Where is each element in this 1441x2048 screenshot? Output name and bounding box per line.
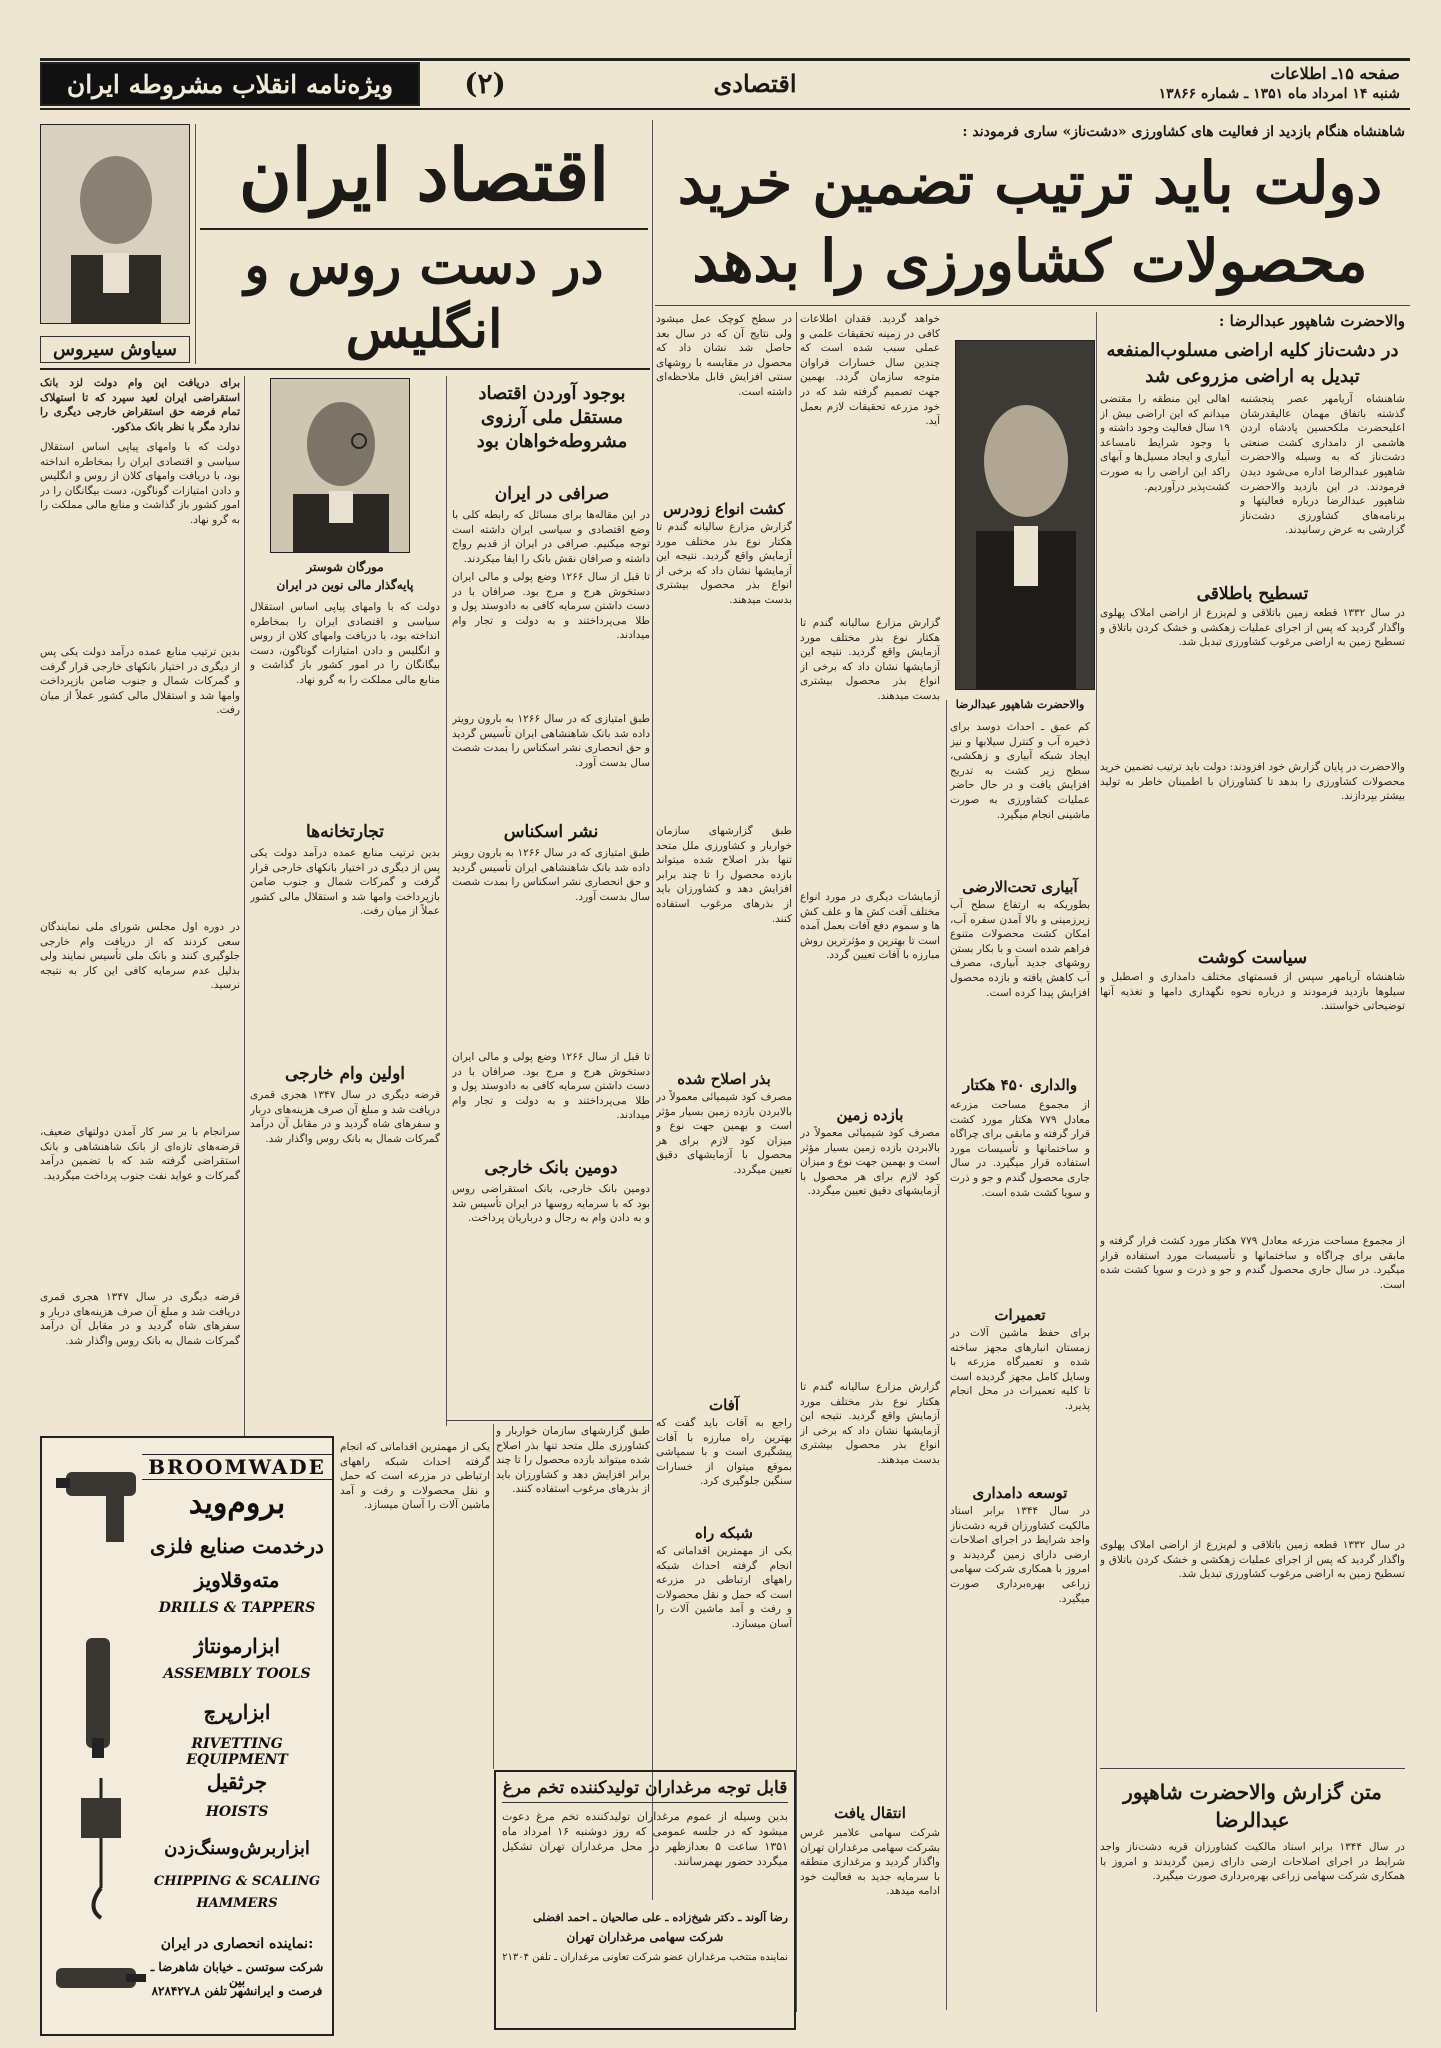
section-name: اقتصادی bbox=[713, 69, 797, 98]
poultry-ad-company: شرکت سهامی مرغداران تهران bbox=[566, 1930, 724, 1944]
poultry-ad-title: قابل توجه مرغداران تولیدکننده تخم مرغ bbox=[502, 1778, 788, 1803]
center-col-b-6: یکی از مهمترین اقداماتی که انجام گرفته احداث شبکه راههای ارتباطی در مزرعه است که حمل و نقل محصولات و رفت و آمد ماشین آلات را آسان میسازد. bbox=[656, 1545, 792, 1630]
column2-text-1: دولت که با وامهای پیاپی اساس استقلال سیاسی و اقتصادی ایران را بمخاطره انداخته بود، با دریافت وامهای کلان از روس و انگلیس و دادن امتیازات گوناگون، دست بیگانگان را در امور کشور باز گذاشت و منابع مالی مملکت را به گرو نهاد. bbox=[250, 601, 440, 686]
center-col-a-5: گزارش مزارع سالیانه گندم تا هکتار نوع بذر مختلف مورد آزمایش واقع گردید. نتیجه این آزمایشها نشان داد که برخی از انواع بذر محصول بیشتری بدست میدهند. bbox=[800, 1381, 940, 1466]
center-block-rule bbox=[446, 1420, 652, 1421]
shuster-caption-name: مورگان شوستر bbox=[306, 560, 384, 574]
sub-exchange: صرافی در ایران bbox=[494, 484, 610, 504]
poultry-ad-footer: نماینده منتخب مرغداران عضو شرکت تعاونی مرغداران ـ تلفن ۲۱۳۰۴ bbox=[502, 1952, 788, 1963]
center-col-a-2: گزارش مزارع سالیانه گندم تا هکتار نوع بذر مختلف مورد آزمایش واقع گردید. نتیجه این آزمایشها نشان داد که برخی از انواع بذر محصول بیشتری بدست میدهند. bbox=[800, 617, 940, 702]
author-name: سیاوش سیروس bbox=[40, 336, 190, 363]
broomwade-line1-en: DRILLS & TAPPERS bbox=[158, 1600, 316, 1616]
right-body-7: برای حفظ ماشین آلات در زمستان انبارهای مجهز ساخته شده و تعمیرگاه مزرعه با وسایل کامل مجهز گردیده است تا کلیه تعمیرات در محل انجام پذیرد. bbox=[950, 1327, 1090, 1412]
mid-lower-text-1: طبق گزارشهای سازمان خواربار و کشاورزی ملل متحد تنها بذر اصلاح شده میتواند بازده محصول را تا چند برابر افزایش دهد و کشاورزان باید از بذرهای مرغوب استفاده کنند. bbox=[496, 1425, 650, 1496]
left-col-divider-1 bbox=[195, 124, 196, 364]
right-byline: والاحضرت شاهپور عبدالرضا : bbox=[1218, 312, 1405, 330]
center-sub-pests: آفات bbox=[708, 1396, 740, 1414]
hoist-icon bbox=[56, 1778, 146, 1928]
shuster-portrait-icon bbox=[271, 379, 410, 553]
broomwade-address-2: فرصت و ایرانشهر تلفن ۸ـ۸۲۸۴۲۷ bbox=[151, 1984, 323, 1998]
right-report-title: متن گزارش والاحضرت شاهپور عبدالرضا bbox=[1123, 1780, 1382, 1832]
right-body-3: در سال ۱۳۳۲ قطعه زمین باتلاقی و لم‌یزرع از اراضی املاک پهلوی واگذار گردید که پس از اجرای عملیات زهکشی و خشک کردن باتلاق و تسطیح زمین به اراضی مرغوب کشاورزی تبدیل شد. bbox=[1100, 607, 1405, 649]
center-divider bbox=[652, 120, 653, 1900]
author-portrait-icon bbox=[41, 125, 190, 324]
center-col-b-3: طبق گزارشهای سازمان خواربار و کشاورزی ملل متحد تنها بذر اصلاح شده میتواند بازده محصول را تا چند برابر افزایش دهد و کشاورزان باید از بذرهای مرغوب استفاده کنند. bbox=[656, 825, 792, 925]
right-subhead-2: تبدیل به اراضی مزروعی شد bbox=[1145, 366, 1360, 387]
broomwade-brand-fa: بروم‌وید bbox=[188, 1486, 286, 1521]
page-label: صفحه ۱۵ـ اطلاعات bbox=[1270, 64, 1400, 83]
center-sub-early-crops: کشت انواع زودرس bbox=[663, 500, 785, 518]
broomwade-line5: ابزاربرش‌وسنگ‌زدن bbox=[164, 1838, 310, 1859]
shuster-caption-title: پایه‌گذار مالی نوین در ایران bbox=[276, 578, 414, 592]
center-sub-seed: بذر اصلاح شده bbox=[677, 1070, 771, 1088]
right-col-text-3: از مجموع مساحت مزرعه معادل ۷۷۹ هکتار مورد کشت قرار گرفته و مابقی برای چراگاه و ساختمانها و تأسیسات مورد استفاده قرار میگیرد. در سال جاری محصول گندم و جو و ذرت و سویا کشت شده است. bbox=[1100, 1235, 1405, 1291]
left-headline-1: اقتصاد ایران bbox=[238, 132, 610, 217]
rivet-tool-icon bbox=[56, 1638, 146, 1758]
column3-text-5: تا قبل از سال ۱۲۶۶ وضع پولی و مالی ایران دستخوش هرج و مرج بود. صرافان با در دست داشتن سرمایه کافی به دادوستد پول و طلا می‌پرداختند و به دولت و تجار وام میدادند. bbox=[452, 1051, 650, 1122]
right-article-kicker: شاهنشاه هنگام بازدید از فعالیت های کشاورزی «دشت‌ناز» ساری فرمودند : bbox=[962, 124, 1405, 140]
broomwade-line4: جرثقیل bbox=[206, 1770, 268, 1794]
center-sub-soil: بازده زمین bbox=[836, 1106, 904, 1124]
issue-number: (۲) bbox=[464, 67, 506, 100]
column3-text-2: تا قبل از سال ۱۲۶۶ وضع پولی و مالی ایران دستخوش هرج و مرج بود. صرافان با در دست داشتن سرمایه کافی به دادوستد پول و طلا می‌پرداختند و به دولت و تجار وام میدادند. bbox=[452, 571, 650, 642]
right-section-policy: سیاست کوشت bbox=[1197, 948, 1308, 968]
special-issue-banner bbox=[40, 62, 420, 106]
broomwade-line1: مته‌وقلاویز bbox=[194, 1568, 280, 1592]
right-bottom-rule bbox=[1100, 1768, 1405, 1769]
chipping-hammer-icon bbox=[56, 1938, 146, 2028]
center-col-a-4: مصرف کود شیمیائی معمولاً در بالابردن بازده زمین بسیار مؤثر است و بهمین جهت نوع و میزان کود لازم برای هر محصول با آزمایشهای دقیق تعیین میگردد. bbox=[800, 1127, 940, 1198]
abdolreza-caption: والاحضرت شاهپور عبدالرضا bbox=[955, 698, 1085, 711]
broomwade-line2: ابزارمونتاژ bbox=[194, 1634, 280, 1658]
special-issue-label: ویژه‌نامه انقلاب مشروطه ایران bbox=[66, 69, 394, 99]
center-sub-transferred: انتقال یافت bbox=[834, 1804, 906, 1822]
sub-trade-houses: تجارتخانه‌ها bbox=[306, 822, 384, 842]
right-section-subsurface: آبیاری تحت‌الارضی bbox=[962, 878, 1078, 896]
broomwade-ad bbox=[40, 1436, 334, 2036]
right-col-divider-2 bbox=[946, 700, 947, 2010]
right-headline-rule bbox=[655, 305, 1410, 306]
broomwade-line2-en: ASSEMBLY TOOLS bbox=[163, 1666, 311, 1682]
left-intro-text: برای دریافت این وام دولت لزد بانک استقراضی ایران لعید سپرد که تا استهلاک تمام فرضه حق استقراض خارجی دیگری را ندارد مگر با نظر بانک مذکور. bbox=[40, 377, 240, 433]
column2-text-3: قرضه دیگری در سال ۱۳۴۷ هجری قمری دریافت شد و مبلغ آن صرف هزینه‌های دربار و سفرهای شاه گردید و در مقابل آن درآمد گمرکات شمال به بانک روس واگذار شد. bbox=[250, 1089, 440, 1145]
left-body-d: سرانجام با بر سر کار آمدن دولتهای ضعیف، قرضه‌های تازه‌ای از بانک شاهنشاهی و بانک استقراضی گرفته شد که با تضمین درآمد گمرکات و عواید نفت جنوب پرداخت میگردید. bbox=[40, 1126, 240, 1182]
left-body-e: قرضه دیگری در سال ۱۳۴۷ هجری قمری دریافت شد و مبلغ آن صرف هزینه‌های دربار و سفرهای شاه گردید و در مقابل آن درآمد گمرکات شمال به بانک روس واگذار شد. bbox=[40, 1291, 240, 1347]
right-body-5: بطوریکه به ارتفاع سطح آب زیرزمینی و بالا آمدن سفره آب، امکان کشت محصولات متنوع فراهم شده است و با بکار بستن روشهای جدید آبیاری، مصرف آب کاهش یافته و بازده محصول افزایش پیدا کرده است. bbox=[950, 899, 1090, 999]
poultry-ad bbox=[494, 1770, 796, 2030]
abdolreza-photo bbox=[955, 340, 1095, 690]
column3-text-4: طبق امتیازی که در سال ۱۲۶۶ به بارون رویتر داده شد بانک شاهنشاهی ایران تأسیس گردید و حق انحصاری نشر اسکناس را بمدت شصت سال بدست آورد. bbox=[452, 847, 650, 903]
broomwade-line5-en: CHIPPING & SCALING bbox=[153, 1874, 321, 1889]
right-col-text-4: در سال ۱۳۳۲ قطعه زمین باتلاقی و لم‌یزرع از اراضی املاک پهلوی واگذار گردید که پس از اجرای عملیات زهکشی و خشک کردن باتلاق و تسطیح زمین به اراضی مرغوب کشاورزی تبدیل شد. bbox=[1100, 1539, 1405, 1581]
broomwade-line4-en: HOISTS bbox=[205, 1804, 269, 1820]
left-header-bottom-rule bbox=[40, 368, 650, 370]
poultry-ad-text: بدین وسیله از عموم مرغداران تولیدکننده تخم مرغ دعوت میشود که در جلسه عمومی که روز دوشنبه ۱۶ امرداد ماه ۱۳۵۱ ساعت ۵ بعدازظهر در محل مرغداران تهران تشکیل میگردد حضور بهمرسانند. bbox=[502, 1810, 788, 1868]
left-headline-rule bbox=[200, 228, 648, 230]
right-section-swamp: تسطیح باطلاقی bbox=[1196, 584, 1309, 604]
sub-second-bank: دومین بانک خارجی bbox=[484, 1158, 618, 1178]
broomwade-line3-en: RIVETTING EQUIPMENT bbox=[186, 1736, 288, 1768]
left-col-divider-3 bbox=[446, 376, 447, 1426]
mid-lower-text-2: یکی از مهمترین اقداماتی که انجام گرفته احداث شبکه راههای ارتباطی در مزرعه است که حمل و نقل محصولات و رفت و آمد ماشین آلات را آسان میسازد. bbox=[340, 1441, 490, 1512]
center-col-a-6: شرکت سهامی علامیر غرس بشرکت سهامی مرغداران تهران واگذار گردید و مرغداری منطقه با سرمایه جدید به فعالیت خود ادامه میدهد. bbox=[800, 1827, 940, 1898]
column3-text-1: در این مقاله‌ها برای مسائل که رابطه کلی با وضع اقتصادی و سیاسی ایران داشته است توجه میکنیم. صرافی در ایران از قدیم رواج داشته و صرافان نقش بانک را ایفا میکردند. bbox=[452, 509, 650, 565]
right-body-2: اهالی این منطقه را مقتضی میدانم که این اراضی بیش از ۱۹ سال فعالیت وجود داشته و با وجود شرایط نامساعد آبیاری و ایجاد مسیل‌ها و آبهای راکد این اراضی را به صورت کشت‌پذیر درآوردیم. bbox=[1100, 393, 1230, 493]
center-col-b-5: راجع به آفات باید گفت که بهترین راه مبارزه با آفات پیشگیری است و با سمپاشی بموقع میتوان از خسارات سنگین جلوگیری کرد. bbox=[656, 1417, 792, 1488]
shuster-photo bbox=[270, 378, 410, 553]
right-section-450ha: والداری ۴۵۰ هکتار bbox=[962, 1076, 1078, 1094]
broomwade-address: شرکت سوتسن ـ خیابان شاهرضا ـ بین bbox=[150, 1960, 324, 1988]
right-col-divider-1 bbox=[1096, 312, 1097, 2012]
left-body-b: بدین ترتیب منابع عمده درآمد دولت یکی پس از دیگری در اختیار بانکهای خارجی قرار گرفت و گمرکات شمال و جنوب ضامن بازپرداخت وامها شد و استقلال مالی کشور عملاً از میان رفت. bbox=[40, 646, 240, 717]
center-col-divider-1 bbox=[796, 312, 797, 2012]
center-col-b-4: مصرف کود شیمیائی معمولاً در بالابردن بازده زمین بسیار مؤثر است و بهمین جهت نوع و میزان کود لازم برای هر محصول با آزمایشهای دقیق تعیین میگردد. bbox=[656, 1091, 792, 1176]
right-col-text-2: شاهنشاه آریامهر سپس از قسمتهای مختلف دامداری و اصطبل و سیلوها بازدید فرمودند و درباره نحوه نگهداری دامها و تغذیه آنها توضیحاتی خواستند. bbox=[1100, 971, 1405, 1013]
broomwade-tagline: درخدمت صنایع فلزی bbox=[150, 1534, 324, 1558]
center-col-b-1: در سطح کوچک عمل میشود ولی نتایج آن که در سال بعد حاصل شد نشان داد که محصول در مقایسه با روشهای سنتی افزایش قابل ملاحظه‌ای داشته است. bbox=[656, 313, 792, 398]
left-body-c: در دوره اول مجلس شورای ملی نمایندگان سعی کردند که از دریافت وام خارجی جلوگیری کنند و بانک ملی تأسیس نمایند ولی بدلیل عدم سرمایه کافی این کار به نتیجه نرسید. bbox=[40, 921, 240, 992]
center-col-b-2: گزارش مزارع سالیانه گندم تا هکتار نوع بذر مختلف مورد آزمایش واقع گردید. نتیجه این آزمایشها نشان داد که برخی از انواع بذر محصول بیشتری بدست میدهند. bbox=[656, 521, 792, 606]
column3-text-3: طبق امتیازی که در سال ۱۲۶۶ به بارون رویتر داده شد بانک شاهنشاهی ایران تأسیس گردید و حق انحصاری نشر اسکناس را بمدت شصت سال بدست آورد. bbox=[452, 713, 650, 769]
broomwade-agent: نماینده انحصاری در ایران: bbox=[160, 1936, 314, 1952]
sub-first-loan: اولین وام خارجی bbox=[284, 1064, 406, 1084]
mid-lower-divider bbox=[493, 1424, 494, 1769]
right-section-repairs: تعمیرات bbox=[994, 1306, 1046, 1324]
center-col-a-1: خواهد گردید. فقدان اطلاعات کافی در زمینه تحقیقات علمی و عملی سبب شده است که چندین سال خسارات فراوان متوجه سازمان گردد. بهمین جهت تصمیم گرفته شد که در خود مزرعه تحقیقات لازم بعمل آید. bbox=[800, 313, 940, 428]
column3-text-6: دومین بانک خارجی، بانک استقراضی روس بود که با سرمایه روسها در ایران تأسیس شد و به دادن وام به رجال و درباریان پرداخت. bbox=[452, 1183, 650, 1225]
sub-independent-economy: بوجود آوردن اقتصاد مستقل ملی آرزوی مشروطه‌خواهان بود bbox=[476, 383, 628, 452]
abdolreza-portrait-icon bbox=[956, 341, 1095, 690]
center-sub-roads: شبکه راه bbox=[695, 1524, 753, 1542]
right-body-8: در سال ۱۳۴۴ برابر اسناد مالکیت کشاورزان قریه دشت‌ناز واجد شرایط در اجرای اصلاحات ارضی دارای زمین گردیدند و امروز با همکاری شرکت سهامی زراعی بهره‌برداری صورت میگیرد. bbox=[950, 1505, 1090, 1605]
right-body-1: شاهنشاه آریامهر عصر پنجشنبه گذشته باتفاق مهمان عالیقدرشان اعلیحضرت ملکحسین پادشاه اردن هاشمی از دامداری کشت صنعتی دشت‌ناز که به وسیله والاحضرت شاهپور عبدالرضا اداره می‌شود دیدن فرمودند. در این بازدید والاحضرت شاهپور عبدالرضا درباره فعالیتها و برنامه‌های کشاورزی دشت‌ناز گزارشی به عرض رسانیدند. bbox=[1240, 393, 1405, 537]
author-photo bbox=[40, 124, 190, 324]
broomwade-line3: ابزارپرچ bbox=[203, 1700, 271, 1724]
broomwade-line5-en-b: HAMMERS bbox=[196, 1896, 278, 1911]
broomwade-brand-en: BROOMWADE bbox=[142, 1454, 332, 1480]
center-col-a-3: آزمایشات دیگری در مورد انواع مختلف آفت کش ها و علف کش ها و سموم دفع آفات بعمل آمده است تا بهترین و مؤثرترین روش مبارزه با آفات تعیین گردد. bbox=[800, 891, 940, 962]
right-headline-1: دولت باید ترتیب تضمین خرید bbox=[677, 149, 1383, 217]
left-headline-2: در دست روس و انگلیس bbox=[244, 235, 604, 360]
drill-tool-icon bbox=[56, 1452, 146, 1552]
right-body-4: کم عمق ـ احداث دوسد برای ذخیره آب و کنترل سیلابها و نیز ایجاد شبکه آبیاری و زهکشی، سطح زیر کشت به تدریج افزایش یافت و در حال حاضر عملیات کشاورزی به صورت ماشینی انجام میگیرد. bbox=[950, 721, 1090, 821]
right-section-livestock: توسعه دامداری bbox=[972, 1484, 1068, 1502]
column2-text-2: بدین ترتیب منابع عمده درآمد دولت یکی پس از دیگری در اختیار بانکهای خارجی قرار گرفت و گمرکات شمال و جنوب ضامن بازپرداخت وامها شد و استقلال مالی کشور عملاً از میان رفت. bbox=[250, 847, 440, 918]
right-subhead-1: در دشت‌ناز کلیه اراضی مسلوب‌المنفعه bbox=[1106, 340, 1399, 361]
poultry-ad-signatories: رضا آلوند ـ دکتر شیخ‌زاده ـ علی صالحیان ـ احمد افضلی bbox=[532, 1911, 788, 1924]
right-col-text-1: والاحضرت در پایان گزارش خود افزودند: دولت باید ترتیب تضمین خرید محصولات کشاورزی را بدهد تا کشاورزان با اطمینان خاطر به تولید بیشتر بپردازند. bbox=[1100, 761, 1405, 803]
right-headline-2: محصولات کشاورزی را بدهد bbox=[692, 227, 1368, 295]
date-line: شنبه ۱۴ امرداد ماه ۱۳۵۱ ـ شماره ۱۳۸۶۶ bbox=[1158, 86, 1400, 102]
right-body-6: از مجموع مساحت مزرعه معادل ۷۷۹ هکتار مورد کشت قرار گرفته و مابقی برای چراگاه و ساختمانها و تأسیسات مورد استفاده قرار میگیرد. در سال جاری محصول گندم و جو و ذرت و سویا کشت شده است. bbox=[950, 1099, 1090, 1199]
sub-banknote: نشر اسکناس bbox=[503, 822, 599, 842]
right-report-text: در سال ۱۳۴۴ برابر اسناد مالکیت کشاورزان قریه دشت‌ناز واجد شرایط در اجرای اصلاحات ارضی دارای زمین گردیدند و امروز با همکاری شرکت سهامی زراعی بهره‌برداری صورت میگیرد. bbox=[1100, 1841, 1405, 1883]
left-body-a: دولت که با وامهای پیاپی اساس استقلال سیاسی و اقتصادی ایران را بمخاطره انداخته بود، با دریافت وامهای کلان از روس و انگلیس و دادن امتیازات گوناگون، دست بیگانگان را در امور کشور باز گذاشت و منابع مالی مملکت را به گرو نهاد. bbox=[40, 441, 240, 526]
